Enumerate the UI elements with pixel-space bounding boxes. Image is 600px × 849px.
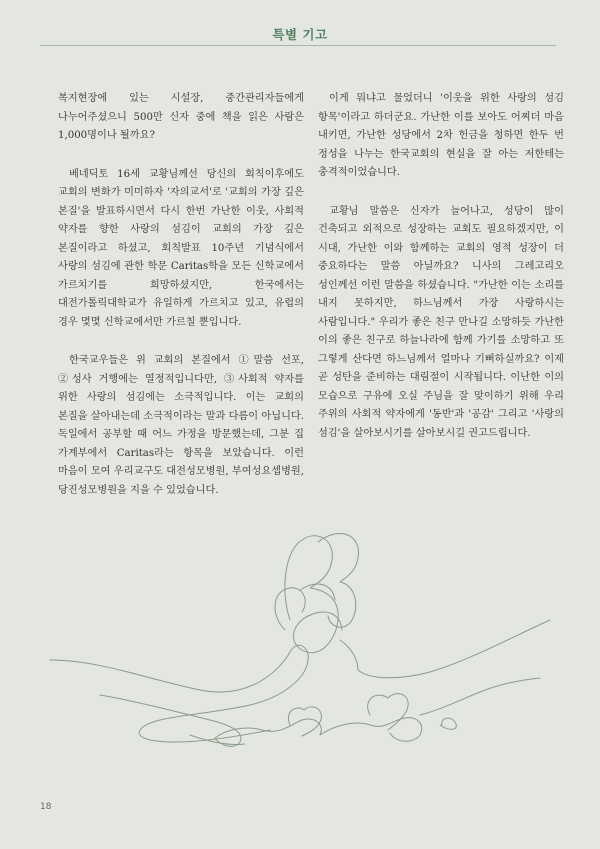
paragraph: 베네딕토 16세 교황님께선 당신의 회칙이후에도 교회의 변화가 미미하자 '자의교서'로 '교회의 가장 깊은 본질'을 발표하시면서 다시 한번 가난한 이웃, 사회적 약자를 향한 사랑의 섬김이 교회의 가장 깊은 본질이라고 하셨고, 회칙발표 10주년 기념식에서 사랑의 섬김에 관한 학문 Caritas학을 모든 신학교에서 가르치기를 희망하셨지만, 한국에서는 대전가톨릭대학교가 유일하게 가르치고 있고, 유럽의 경우 몇몇 신학교에서만 가르칠 뿐입니다. bbox=[58, 168, 304, 328]
left-text-column bbox=[58, 90, 304, 520]
page-number: 18 bbox=[40, 802, 52, 812]
page-header bbox=[0, 0, 600, 46]
header-divider bbox=[40, 45, 556, 46]
paragraph: 이게 뭐냐고 물었더니 '이웃을 위한 사랑의 섬김 항목'이라고 하더군요. 가난한 이를 보아도 어찌더 마음 내키면, 가난한 성당에서 2차 헌금을 청하면 한두 번 정성을 나누는 한국교회의 현실을 잘 아는 저한테는 충격적이었습니다. bbox=[318, 93, 564, 178]
line-art-illustration bbox=[40, 520, 560, 760]
section-title: 특별 기고 bbox=[272, 27, 328, 42]
paragraph: 교황님 말씀은 신자가 늘어나고, 성당이 많이 건축되고 외적으로 성장하는 교회도 필요하겠지만, 이 시대, 가난한 이와 함께하는 교회의 영적 성장이 더 중요하다는 말씀 아닐까요? 니사의 그레고리오 성인께선 이런 말씀을 하셨습니다. "가난한 이는 소리를 내지 못하지만, 하느님께서 가장 사랑하시는 사람입니다." 우리가 좋은 친구 만나길 소망하듯 가난한 이의 좋은 친구로 하늘나라에 함께 가기를 소망하고 또 그렇게 산다면 하느님께서 얼마나 기뻐하실까요? 이제 곧 성탄을 준비하는 대림절이 시작됩니다. 이난한 이의 모습으로 구유에 오실 주님을 잘 맞이하기 위해 우리 주위의 사회적 약자에게 '동반'과 '공감' 그리고 '사랑의 섬김'을 살아보시기를 살아보시길 권고드립니다. bbox=[318, 205, 564, 439]
right-text-column bbox=[318, 90, 564, 463]
paragraph: 복지현장에 있는 시설장, 중간관리자들에게 나누어주셨으니 500만 신자 중에 책을 읽은 사람은 1,000명이나 될까요? bbox=[58, 93, 304, 141]
paragraph: 한국교우들은 위 교회의 본질에서 ①말씀 선포, ②성사 거행에는 열정적입니다만, ③사회적 약자를 위한 사랑의 섬김에는 소극적입니다. 이는 교회의 본질을 살아내는데 소극적이라는 말과 다름이 아닙니다. 독일에서 공부할 때 어느 가정을 방문했는데, 그분 집 가계부에서 Caritas라는 항목을 보았습니다. 이런 마음이 모여 우리교구도 대전성모병원, 부여성요셉병원, 당진성모병원을 지을 수 있었습니다. bbox=[58, 355, 304, 496]
